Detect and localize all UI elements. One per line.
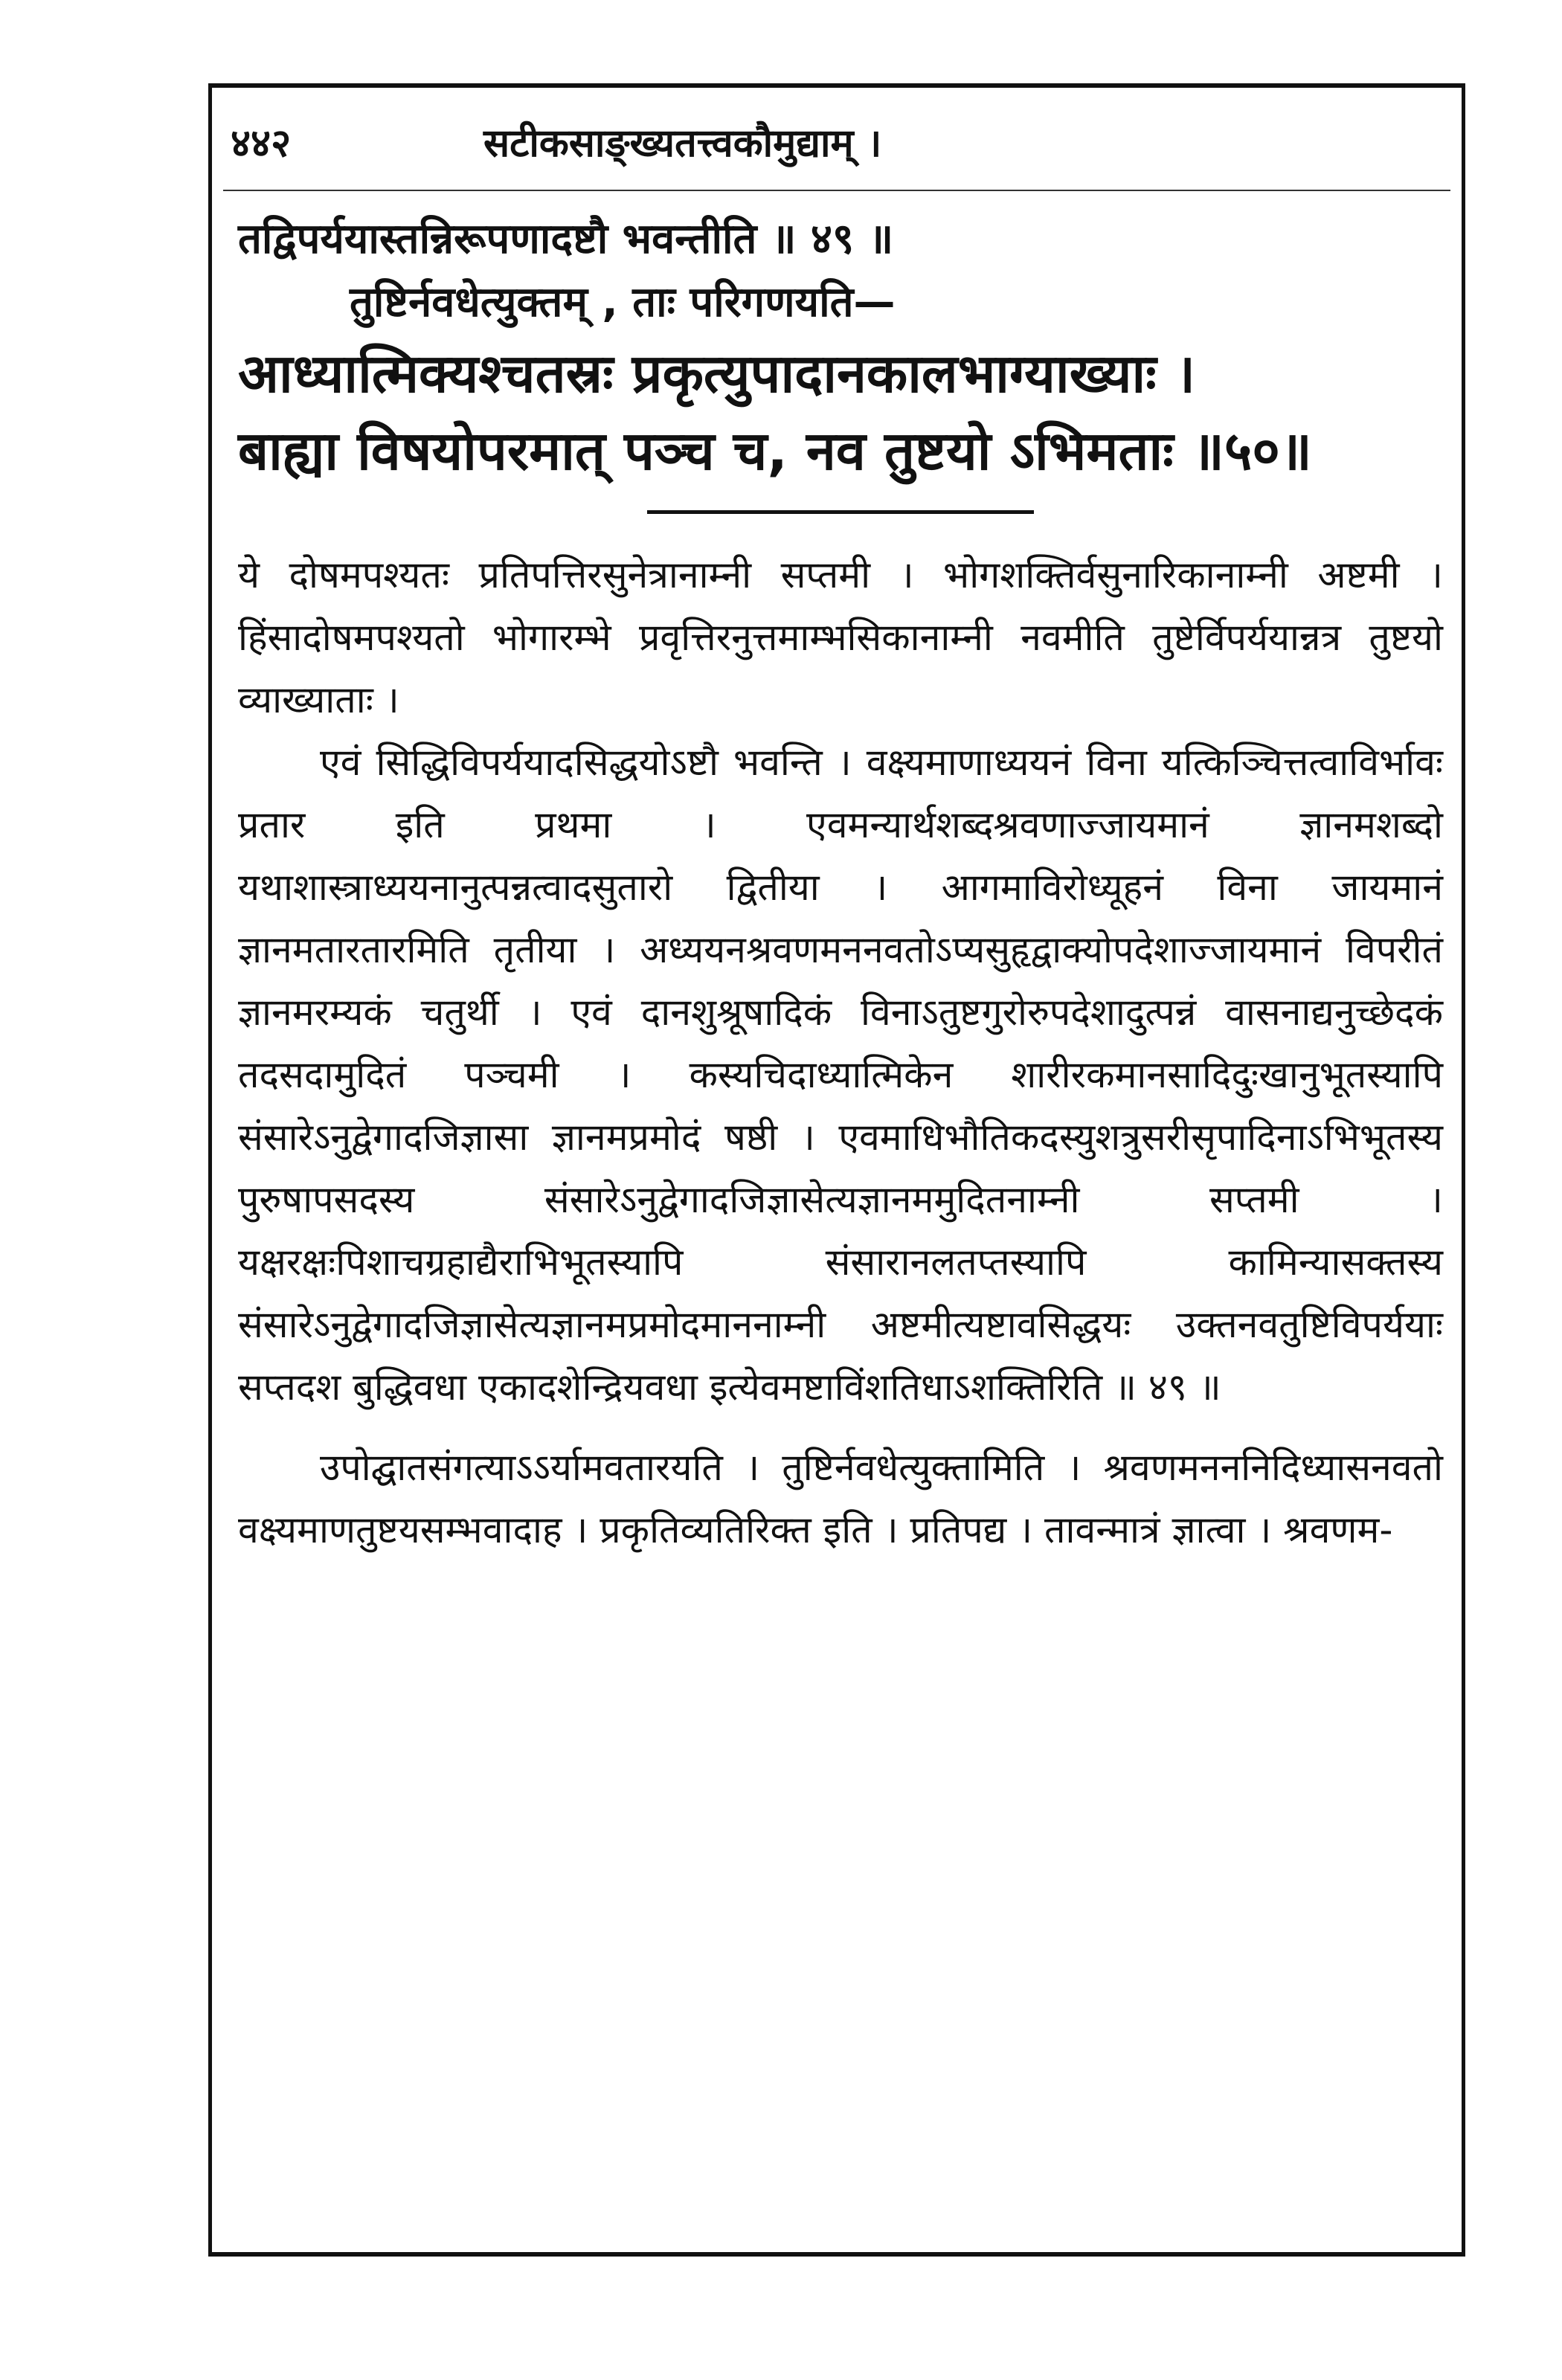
- commentary: [238, 544, 1443, 1561]
- bottom-border-rule: [208, 2252, 1465, 2257]
- commentary-paragraph-1: ये दोषमपश्यतः प्रतिपत्तिरसुनेत्रानाम्नी सप्तमी । भोगशक्तिर्वसुनारिकानाम्नी अष्टमी । हिंसादोषमपश्यतो भोगारम्भे प्रवृत्तिरनुत्तमाम्भसिकानाम्नी नवमीति तुष्टेर्विपर्ययान्नत्र तुष्टयो व्याख्याताः ।: [238, 553, 1443, 721]
- karika-line-2: बाह्या विषयोपरमात् पञ्च च, नव तुष्टयो ऽभिमताः ॥५०॥: [238, 419, 1312, 482]
- subcommentary-paragraph: उपोद्घातसंगत्याऽऽर्यामवतारयति । तुष्टिर्नवधेत्युक्तामिति । श्रवणमनननिदिध्यासनवतो वक्ष्यमाणतुष्टयसम्भवादाह । प्रकृतिव्यतिरिक्त इति । प्रतिपद्य । तावन्मात्रं ज्ञात्वा । श्रवणम-: [238, 1446, 1443, 1551]
- page-number: ४४२: [231, 120, 292, 166]
- section-separator: [647, 510, 1034, 514]
- page-content: [238, 208, 1443, 1561]
- karika-intro: तुष्टिर्नवधेत्युक्तम् , ताः परिगणयति—: [350, 278, 896, 327]
- header-rule: [223, 190, 1450, 191]
- running-header: [231, 112, 1443, 171]
- book-title: सटीकसाङ्ख्यतत्त्वकौमुद्याम् ।: [483, 120, 882, 166]
- karika-line-1: आध्यात्मिक्यश्चतस्रः प्रकृत्युपादानकालभाग्याख्याः ।: [238, 342, 1196, 405]
- karika-verse: [238, 335, 1443, 489]
- commentary-paragraph-2: एवं सिद्धिविपर्ययादसिद्धयोऽष्टौ भवन्ति । वक्ष्यमाणाध्ययनं विना यत्किञ्चित्तत्वाविर्भावः प्रतार इति प्रथमा । एवमन्यार्थशब्दश्रवणाज्जायमानं ज्ञानमशब्दो यथाशास्त्राध्ययनानुत्पन्नत्वादसुतारो द्वितीया । आगमाविरोध्यूहनं विना जायमानं ज्ञानमतारतारमिति तृतीया । अध्ययनश्रवणमननवतोऽप्यसुहृद्वाक्योपदेशाज्जायमानं विपरीतं ज्ञानमरम्यकं चतुर्थी । एवं दानशुश्रूषादिकं विनाऽतुष्टगुरोरुपदेशादुत्पन्नं वासनाद्यनुच्छेदकं तदसदामुदितं पञ्चमी । कस्यचिदाध्यात्मिकेन शारीरकमानसादिदुःखानुभूतस्यापि संसारेऽनुद्वेगादजिज्ञासा ज्ञानमप्रमोदं षष्ठी । एवमाधिभौतिकदस्युशत्रुसरीसृपादिनाऽभिभूतस्य पुरुषापसदस्य संसारेऽनुद्वेगादजिज्ञासेत्यज्ञानममुदितनाम्नी सप्तमी । यक्षरक्षःपिशाचग्रहाद्यैराभिभूतस्यापि संसारानलतप्तस्यापि कामिन्यासक्तस्य संसारेऽनुद्वेगादजिज्ञासेत्यज्ञानमप्रमोदमाननाम्नी अष्टमीत्यष्टावसिद्धयः उक्तनवतुष्टिविपर्ययाः सप्तदश बुद्धिवधा एकादशेन्द्रियवधा इत्येवमष्टाविंशतिधाऽशक्तिरिति ॥ ४९ ॥: [238, 741, 1443, 1409]
- verse-tail-line: तद्विपर्ययास्तन्निरूपणादष्टौ भवन्तीति ॥ ४९ ॥: [238, 215, 894, 263]
